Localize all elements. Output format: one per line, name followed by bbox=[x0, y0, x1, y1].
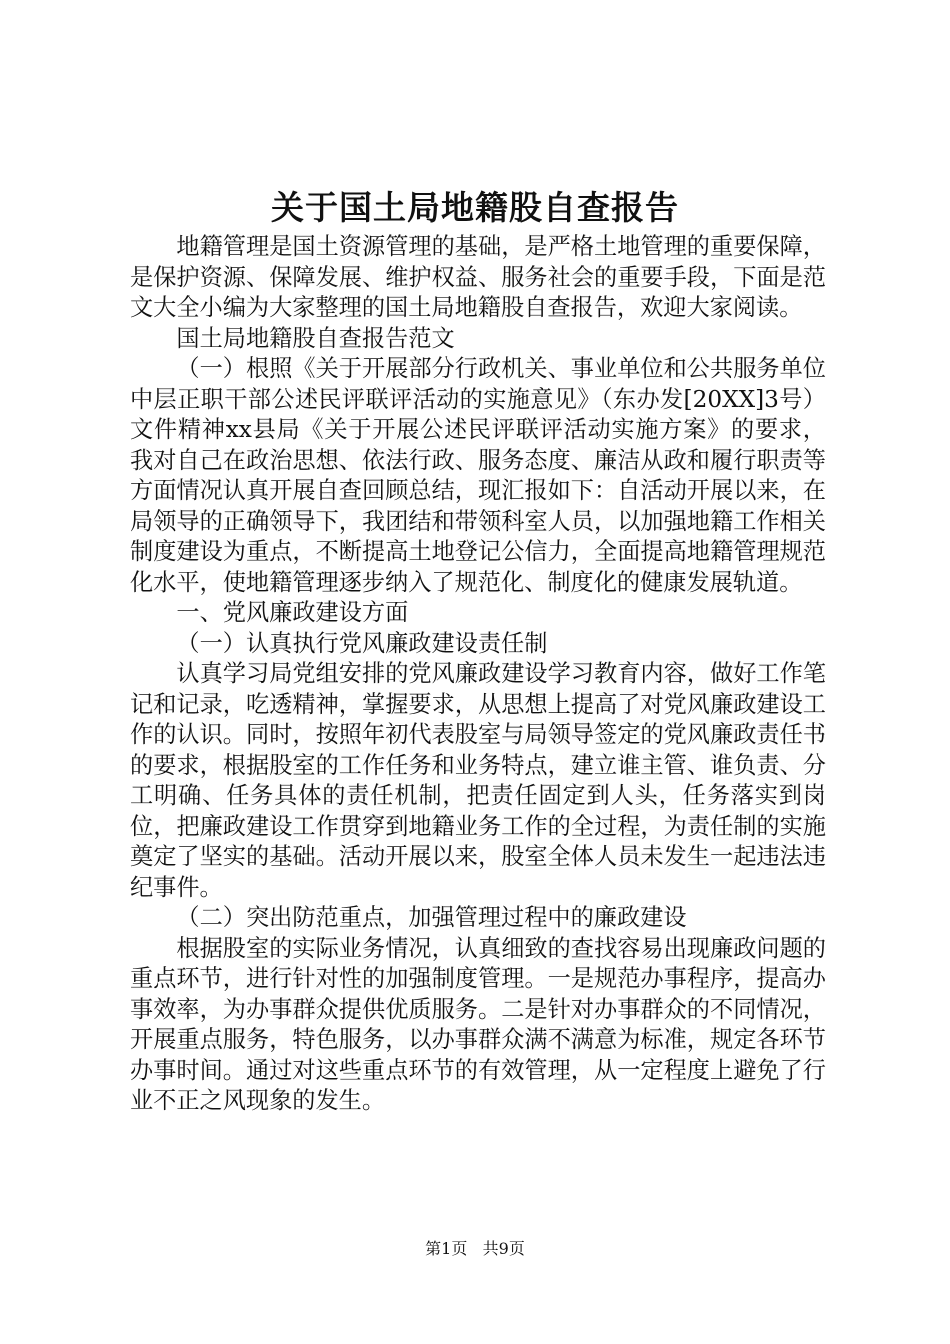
paragraph-subtitle: 国土局地籍股自查报告范文 bbox=[176, 324, 455, 352]
subsection-heading-2: （二）突出防范重点，加强管理过程中的廉政建设 bbox=[176, 904, 687, 931]
page-footer bbox=[0, 1238, 950, 1260]
footer-separator bbox=[472, 1239, 477, 1258]
document-title: 关于国土局地籍股自查报告 bbox=[271, 188, 679, 227]
paragraph-prevention: 根据股室的实际业务情况，认真细致的查找容易出现廉政问题的重点环节，进行针对性的加强制度管理。一是规范办事程序，提高办事效率，为办事群众提供优质服务。二是针对办事群众的不同情况，开展重点服务，特色服务，以办事群众满不满意为标准，规定各环节办事时间。通过对这些重点环节的有效管理，从一定程度上避免了行业不正之风现象的发生。 bbox=[130, 934, 826, 1114]
paragraph-intro: 地籍管理是国土资源管理的基础，是严格土地管理的重要保障，是保护资源、保障发展、维护权益、服务社会的重要手段，下面是范文大全小编为大家整理的国土局地籍股自查报告，欢迎大家阅读。 bbox=[130, 233, 826, 321]
paragraph-overview: （一）根照《关于开展部分行政机关、事业单位和公共服务单位中层正职干部公述民评联评活动的实施意见》（东办发[20XX]3号）文件精神xx县局《关于开展公述民评联评活动实施方案》的要求，我对自己在政治思想、依法行政、服务态度、廉洁从政和履行职责等方面情况认真开展自查回顾总结，现汇报如下：自活动开展以来，在局领导的正确领导下，我团结和带领科室人员，以加强地籍工作相关制度建设为重点，不断提高土地登记公信力，全面提高地籍管理规范化水平，使地籍管理逐步纳入了规范化、制度化的健康发展轨道。 bbox=[130, 355, 826, 596]
section-heading-1: 一、党风廉政建设方面 bbox=[176, 599, 409, 626]
paragraph-responsibility: 认真学习局党组安排的党风廉政建设学习教育内容，做好工作笔记和记录，吃透精神，掌握要求，从思想上提高了对党风廉政建设工作的认识。同时，按照年初代表股室与局领导签定的党风廉政责任书的要求，根据股室的工作任务和业务特点，建立谁主管、谁负责、分工明确、任务具体的责任机制，把责任固定到人头，任务落实到岗位，把廉政建设工作贯穿到地籍业务工作的全过程，为责任制的实施奠定了坚实的基础。活动开展以来，股室全体人员未发生一起违法违纪事件。 bbox=[130, 660, 826, 901]
subsection-heading-1: （一）认真执行党风廉政建设责任制 bbox=[176, 629, 548, 657]
page-number-total: 共9页 bbox=[482, 1239, 525, 1258]
page-number-current: 第1页 bbox=[425, 1239, 468, 1258]
document-body bbox=[130, 232, 826, 1117]
